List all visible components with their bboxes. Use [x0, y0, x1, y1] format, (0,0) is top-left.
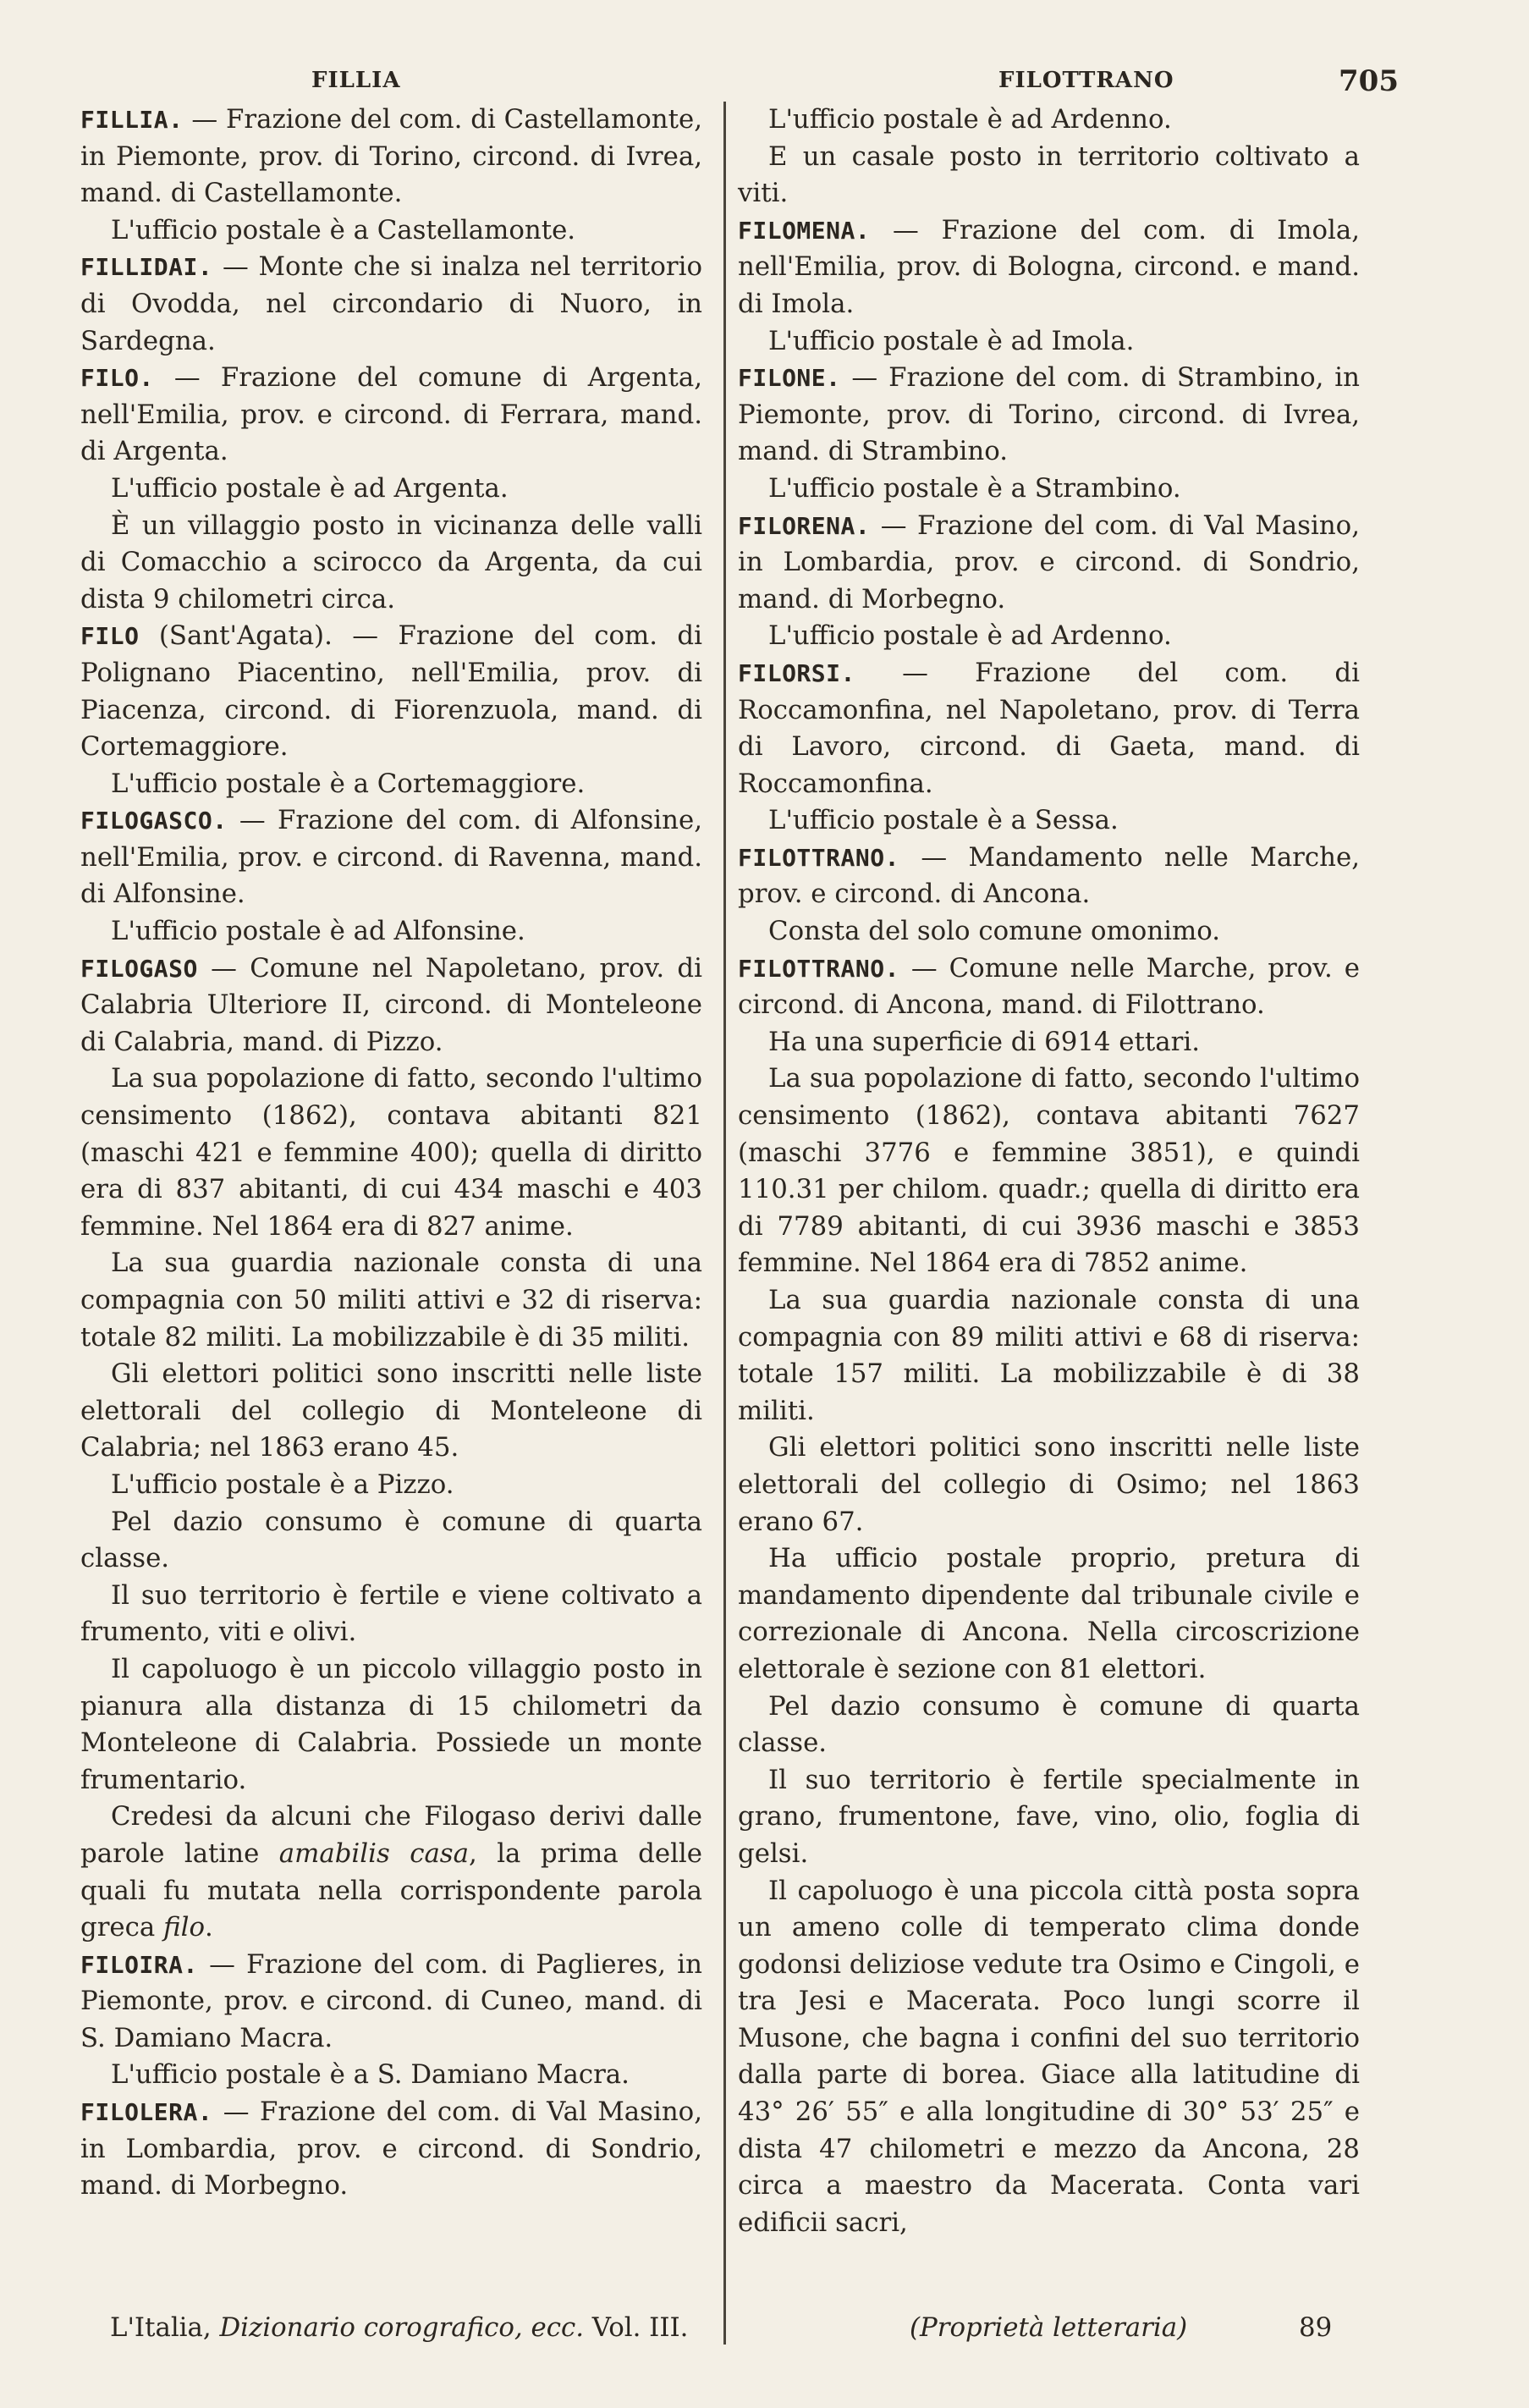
entry-text: L'ufficio postale è ad Ardenno.: [768, 620, 1172, 652]
entry-headword: FILLIDAI.: [80, 253, 213, 282]
entry-text: L'ufficio postale è a Pizzo.: [111, 1468, 454, 1500]
entry-headword: FILOTTRANO.: [738, 954, 899, 983]
entry-text: — Comune nel Napoletano, prov. di Calabria Ulteriore II, circond. di Monteleone di Calabria, mand. di Pizzo.: [80, 952, 702, 1057]
entry-text: L'ufficio postale è ad Ardenno.: [768, 104, 1172, 135]
entry-text: Credesi da alcuni che Filogaso derivi dalle parole latine: [80, 1801, 702, 1869]
entry-paragraph: [738, 1061, 1360, 1282]
entry-text: Pel dazio consumo è comune di quarta classe.: [80, 1506, 702, 1574]
entry-paragraph: [80, 1799, 702, 1946]
entry-text: L'ufficio postale è a Sessa.: [768, 805, 1119, 836]
entry-headword: FILLIA.: [80, 106, 184, 134]
entry-text: — Frazione del com. di Roccamonfina, nel Napoletano, prov. di Terra di Lavoro, circond. di Gaeta, mand. di Roccamonfina.: [738, 657, 1360, 799]
entry-headword: FILOIRA.: [80, 1950, 198, 1979]
entry-text: — Frazione del com. di Imola, nell'Emilia, prov. di Bologna, circond. e mand. di Imola.: [738, 214, 1360, 319]
entry-paragraph: [738, 1430, 1360, 1540]
right-column: [738, 102, 1360, 2241]
entry-headword: FILOLERA.: [80, 2098, 213, 2127]
entry-paragraph: [80, 913, 702, 951]
entry-paragraph: [738, 1282, 1360, 1430]
entry-paragraph: [738, 471, 1360, 508]
entry-text: La sua guardia nazionale consta di una compagnia con 89 militi attivi e 68 di riserva: totale 157 militi. La mobilizzabile è di 38 militi.: [738, 1285, 1360, 1426]
entry-text: — Frazione del com. di Strambino, in Piemonte, prov. di Torino, circond. di Ivrea, mand. di Strambino.: [738, 362, 1360, 467]
entry-italic-text: amabilis casa: [278, 1838, 469, 1869]
entry-paragraph: [80, 1061, 702, 1245]
entry-paragraph: [80, 1245, 702, 1356]
running-header-right: FILOTTRANO: [998, 68, 1174, 93]
entry-paragraph: [80, 1651, 702, 1799]
entry-text: — Frazione del com. di Castellamonte, in Piemonte, prov. di Torino, circond. di Ivrea, mand. di Castellamonte.: [80, 104, 702, 209]
dictionary-entry: [738, 212, 1360, 323]
entry-text: L'ufficio postale è ad Alfonsine.: [111, 916, 525, 947]
entry-paragraph: [80, 766, 702, 803]
column-divider: [723, 102, 726, 2345]
entry-paragraph: [80, 212, 702, 250]
left-column: [80, 102, 702, 2205]
dictionary-entry: [80, 1947, 702, 2058]
entry-text: Gli elettori politici sono inscritti nelle liste elettorali del collegio di Osimo; nel 1863 erano 67.: [738, 1432, 1360, 1537]
entry-paragraph: [738, 102, 1360, 139]
entry-text: Consta del solo comune omonimo.: [768, 916, 1221, 947]
dictionary-entry: [738, 840, 1360, 913]
entry-paragraph: [80, 1356, 702, 1467]
entry-text: Gli elettori politici sono inscritti nelle liste elettorali del collegio di Monteleone di Calabria; nel 1863 erano 45.: [80, 1358, 702, 1463]
dictionary-entry: [80, 618, 702, 765]
dictionary-entry: [738, 360, 1360, 471]
dictionary-entry: [80, 802, 702, 913]
entry-paragraph: [738, 1873, 1360, 2242]
entry-paragraph: [80, 508, 702, 619]
entry-paragraph: [80, 1578, 702, 1651]
entry-text: La sua popolazione di fatto, secondo l'ultimo censimento (1862), contava abitanti 7627 (maschi 3776 e femmine 3851), e quindi 110.31 per chilom. quadr.; quella di diritto era di 7789 abitanti, di cui 3936 maschi e 3853 femmine. Nel 1864 era di 7852 anime.: [738, 1063, 1360, 1279]
entry-text: Ha ufficio postale proprio, pretura di mandamento dipendente dal tribunale civile e correzionale di Ancona. Nella circoscrizione elettorale è sezione con 81 elettori.: [738, 1543, 1360, 1684]
entry-text: — Monte che si inalza nel territorio di Ovodda, nel circondario di Nuoro, in Sardegna.: [80, 251, 702, 356]
entry-text: L'ufficio postale è a S. Damiano Macra.: [111, 2059, 630, 2091]
entry-paragraph: [80, 471, 702, 508]
entry-paragraph: [80, 1504, 702, 1578]
entry-text: Il suo territorio è fertile e viene coltivato a frumento, viti e olivi.: [80, 1579, 702, 1648]
entry-text: — Frazione del comune di Argenta, nell'Emilia, prov. e circond. di Ferrara, mand. di Argenta.: [80, 362, 702, 467]
entry-headword: FILO.: [80, 364, 154, 393]
entry-text: L'ufficio postale è ad Argenta.: [111, 472, 509, 504]
footer-title-prefix: L'Italia,: [110, 2312, 220, 2343]
footer-property-note: (Proprietà letteraria): [910, 2312, 1188, 2343]
dictionary-entry: [80, 2094, 702, 2205]
entry-text: L'ufficio postale è ad Imola.: [768, 325, 1135, 356]
entry-paragraph: [80, 2057, 702, 2094]
entry-headword: FILORSI.: [738, 658, 855, 687]
entry-text: , la prima delle quali fu mutata nella corrispondente parola greca: [80, 1838, 702, 1943]
entry-text: Ha una superficie di 6914 ettari.: [768, 1026, 1200, 1057]
dictionary-entry: [738, 508, 1360, 619]
entry-text: — Comune nelle Marche, prov. e circond. di Ancona, mand. di Filottrano.: [738, 952, 1360, 1021]
entry-italic-text: filo: [163, 1912, 205, 1943]
entry-paragraph: [738, 1762, 1360, 1873]
dictionary-entry: [738, 951, 1360, 1024]
dictionary-entry: [738, 655, 1360, 802]
entry-text: La sua guardia nazionale consta di una compagnia con 50 militi attivi e 32 di riserva: totale 82 militi. La mobilizzabile è di 35 militi.: [80, 1248, 702, 1353]
entry-text: — Frazione del com. di Val Masino, in Lombardia, prov. e circond. di Sondrio, mand. di Morbegno.: [738, 510, 1360, 614]
dictionary-entry: [80, 951, 702, 1061]
entry-text: — Frazione del com. di Paglieres, in Piemonte, prov. e circond. di Cuneo, mand. di S. Damiano Macra.: [80, 1948, 702, 2053]
entry-paragraph: [738, 802, 1360, 840]
entry-headword: FILOMENA.: [738, 216, 871, 245]
entry-paragraph: [738, 323, 1360, 361]
entry-paragraph: [738, 913, 1360, 951]
entry-text: Il capoluogo è un piccolo villaggio posto in pianura alla distanza di 15 chilometri da Monteleone di Calabria. Possiede un monte frumentario.: [80, 1653, 702, 1795]
footer-volume: Vol. III.: [584, 2312, 689, 2343]
dictionary-entry: [80, 249, 702, 360]
dictionary-entry: [80, 360, 702, 471]
entry-text: La sua popolazione di fatto, secondo l'ultimo censimento (1862), contava abitanti 821 (maschi 421 e femmine 400); quella di diritto era di 837 abitanti, di cui 434 maschi e 403 femmine. Nel 1864 era di 827 anime.: [80, 1063, 702, 1242]
entry-headword: FILO: [80, 622, 140, 651]
entry-paragraph: [738, 1689, 1360, 1762]
entry-headword: FILONE.: [738, 364, 841, 393]
entry-text: Pel dazio consumo è comune di quarta classe.: [738, 1690, 1360, 1759]
entry-text: — Frazione del com. di Alfonsine, nell'Emilia, prov. e circond. di Ravenna, mand. di Alfonsine.: [80, 805, 702, 910]
entry-text: È un villaggio posto in vicinanza delle valli di Comacchio a scirocco da Argenta, da cui dista 9 chilometri circa.: [80, 510, 702, 614]
footer-signature: 89: [1299, 2312, 1333, 2343]
entry-text: L'ufficio postale è a Cortemaggiore.: [111, 768, 586, 799]
entry-paragraph: [738, 618, 1360, 655]
entry-text: E un casale posto in territorio coltivato a viti.: [738, 141, 1360, 209]
entry-headword: FILOGASCO.: [80, 807, 228, 835]
entry-text: — Mandamento nelle Marche, prov. e circond. di Ancona.: [738, 841, 1360, 910]
entry-text: L'ufficio postale è a Castellamonte.: [111, 214, 576, 245]
entry-headword: FILOGASO: [80, 954, 198, 983]
entry-paragraph: [80, 1467, 702, 1504]
entry-text: — Frazione del com. di Val Masino, in Lombardia, prov. e circond. di Sondrio, mand. di Morbegno.: [80, 2097, 702, 2201]
entry-paragraph: [738, 1540, 1360, 1688]
entry-text: Il capoluogo è una piccola città posta sopra un ameno colle di temperato clima donde godonsi deliziose vedute tra Osimo e Cingoli, e tra Jesi e Macerata. Poco lungi scorre il Musone, che bagna i confini del suo territorio dalla parte di borea. Giace alla latitudine di 43° 26′ 55″ e alla longitudine di 30° 53′ 25″ e dista 47 chilometri e mezzo da Ancona, 28 circa a maestro da Macerata. Conta vari edificii sacri,: [738, 1875, 1360, 2238]
page-number: 705: [1339, 64, 1399, 98]
entry-text: (Sant'Agata). — Frazione del com. di Polignano Piacentino, nell'Emilia, prov. di Piacenza, circond. di Fiorenzuola, mand. di Cortemaggiore.: [80, 620, 702, 763]
entry-text: .: [205, 1912, 213, 1943]
footer-title-italic: Dizionario corografico, ecc.: [219, 2312, 584, 2343]
entry-paragraph: [738, 1024, 1360, 1061]
dictionary-entry: [80, 102, 702, 212]
entry-headword: FILOTTRANO.: [738, 843, 899, 872]
entry-headword: FILORENA.: [738, 511, 871, 540]
running-header-left: FILLIA: [311, 68, 401, 93]
entry-text: L'ufficio postale è a Strambino.: [768, 472, 1181, 504]
footer-title: [110, 2309, 688, 2346]
entry-text: Il suo territorio è fertile specialmente in grano, frumentone, fave, vino, olio, foglia di gelsi.: [738, 1764, 1360, 1869]
entry-paragraph: [738, 139, 1360, 212]
